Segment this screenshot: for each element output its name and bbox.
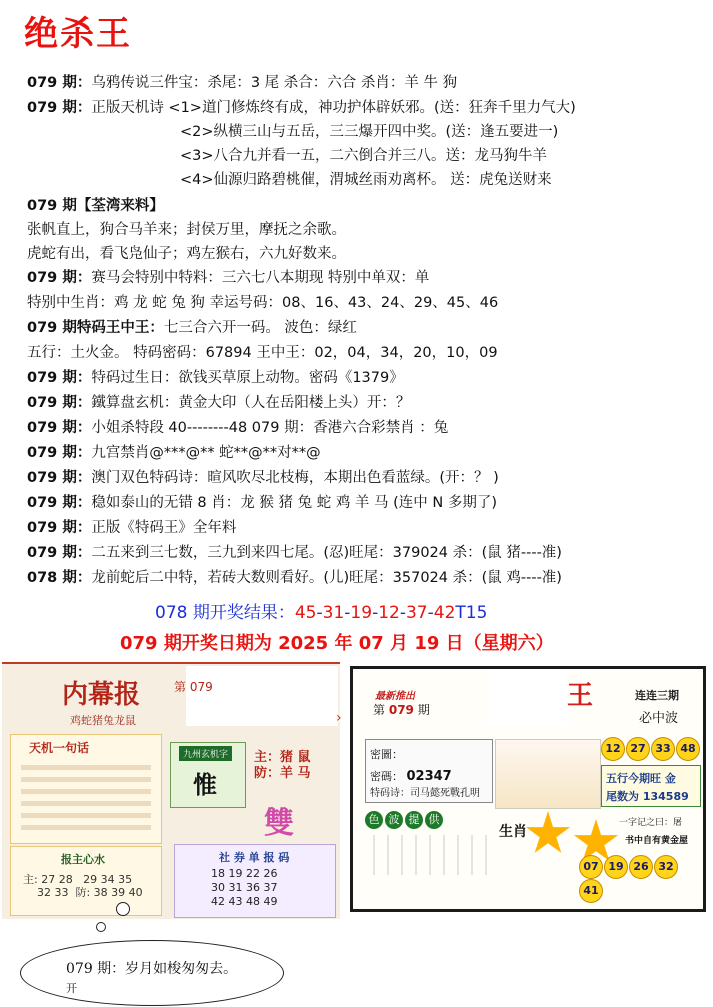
main-defense-text: 主：猪 鼠 防：羊 马 <box>254 750 311 781</box>
sebo-badge: 波 <box>385 811 403 829</box>
shuang-char: 雙 <box>264 806 294 841</box>
line-text: 澳门双色特码诗：暄风吹尽北枝梅，本期出色看蓝绿。(开：？ ) <box>91 470 499 486</box>
sebo-badges <box>365 811 445 829</box>
chevron-right-icon: › <box>336 710 342 726</box>
text-line <box>27 493 497 513</box>
tianji-title: 天机一句话 <box>29 741 90 755</box>
line-prefix: 079 期： <box>27 270 92 286</box>
line-prefix: 079 期： <box>27 100 92 116</box>
xinshui-numbers: 主: 27 28 29 34 35 32 33 防: 38 39 40 <box>23 873 143 899</box>
jiuzhou-char: 惟 <box>193 771 217 799</box>
result-number: 31 <box>322 603 345 623</box>
page-title: 绝杀王 <box>24 14 132 54</box>
tianji-box <box>10 734 162 844</box>
line-text: 九宫禁肖@***@** 蛇**@**对**@ <box>91 445 321 461</box>
line-text: 五行：土火金。 特码密码：67894 王中王：02，04，34，20，10，09 <box>27 345 498 361</box>
sebo-badge: 供 <box>425 811 443 829</box>
text-line <box>27 568 562 588</box>
xinshui-box <box>10 846 162 916</box>
baoma-box <box>174 844 336 918</box>
shengxiao-label: 生肖 <box>499 824 527 840</box>
number-ball: 33 <box>651 737 675 761</box>
number-ball: 48 <box>676 737 700 761</box>
line-text: 虎蛇有出，看飞凫仙子；鸡左猴右，六九好数来。 <box>27 246 346 262</box>
line-text: 稳如泰山的无错 8 肖：龙 猴 猪 兔 蛇 鸡 羊 马 (连中 N 多期了) <box>91 495 498 511</box>
right-paper-header-fragment: 王 <box>567 681 594 711</box>
mitu-label: 密圖： <box>370 748 403 761</box>
text-line <box>27 220 346 240</box>
right-newspaper-image <box>350 666 706 912</box>
baoma-numbers: 18 19 22 26 30 31 36 37 42 43 48 49 <box>211 867 278 908</box>
landscape-picture <box>495 739 601 809</box>
number-ball: 26 <box>629 855 653 879</box>
mima-label: 密碼： 02347 <box>370 769 452 784</box>
wuxing-text: 五行今期旺 金 <box>606 772 676 785</box>
result-number: 12 <box>378 603 400 623</box>
left-paper-issue: 第 079 <box>174 680 213 694</box>
line-text: 龙前蛇后二中特，若砖大数则看好。(儿)旺尾：357024 杀：(鼠 鸡----准) <box>91 570 562 586</box>
line-prefix: 079 期： <box>27 520 92 536</box>
star-decoration <box>525 811 571 857</box>
line-prefix: 078 期： <box>27 570 92 586</box>
result-number: 45 <box>294 603 317 623</box>
baoma-title: 社 券 单 报 码 <box>219 851 290 864</box>
left-paper-header: 内幕报 <box>62 680 141 710</box>
text-line <box>27 318 357 338</box>
line-prefix: 079 期： <box>27 495 92 511</box>
white-cover-block <box>186 666 338 726</box>
xinshui-title: 报主心水 <box>61 853 105 866</box>
sebo-badge: 提 <box>405 811 423 829</box>
text-line <box>27 196 164 216</box>
line-text: 赛马会特别中特料：三六七八本期现 特别中单双：单 <box>91 270 430 286</box>
top-balls <box>601 737 701 761</box>
line-prefix: 079 期： <box>27 395 92 411</box>
line-text: 鐵算盘玄机：黄金大印（人在岳阳楼上头）开：？ <box>91 395 411 411</box>
draw-date: 079 期开奖日期为 2025 年 07 月 19 日（星期六） <box>120 633 554 654</box>
text-line <box>27 343 498 363</box>
line-text: 特别中生肖：鸡 龙 蛇 兔 狗 幸运号码：08、16、43、24、29、45、46 <box>27 295 499 311</box>
text-line <box>27 268 429 288</box>
tema-poem: 特码诗：司马懿死戰孔明 <box>370 788 480 799</box>
white-cover-block <box>487 669 567 725</box>
password-box <box>365 739 493 803</box>
yiziji-text: 一字记之曰：屠 <box>619 818 683 828</box>
text-line <box>180 170 552 190</box>
bottom-balls <box>579 855 703 903</box>
text-line <box>27 393 410 413</box>
draw-result <box>155 598 487 623</box>
number-ball: 32 <box>654 855 678 879</box>
bubble-tail <box>96 922 106 932</box>
right-paper-issue: 第 079 期 <box>373 703 430 717</box>
line-text: 正版天机诗 <1>道门修炼终有成，神功护体辟妖邪。(送：狂奔千里力气大) <box>91 100 576 116</box>
text-line <box>27 518 236 538</box>
line-text: 特码过生日：欲钱买草原上动物。密码《1379》 <box>91 370 404 386</box>
number-ball: 07 <box>579 855 603 879</box>
text-line <box>27 73 457 93</box>
line-text: 二五来到三七数，三九到来四七尾。(忍)旺尾：379024 杀：(鼠 猪----准) <box>91 545 562 561</box>
vertical-columns <box>373 835 493 875</box>
zodiac-strip: 鸡蛇猪兔龙鼠 <box>70 714 136 727</box>
text-line <box>27 293 498 313</box>
line-prefix: 079 期： <box>27 545 92 561</box>
result-label: 078 期开奖结果： <box>155 603 295 623</box>
text-line <box>27 244 346 264</box>
bubble-tail <box>116 902 130 916</box>
line-text: 七三合六开一码。 波色：绿红 <box>163 320 357 336</box>
line-text: <4>仙源归路碧桃催，渭城丝雨劝离杯。 送：虎兔送财来 <box>180 172 552 188</box>
line-prefix: 079 期： <box>27 75 92 91</box>
line-prefix: 079 期特码王中王： <box>27 320 164 336</box>
lianzhong-label: 连连三期 <box>635 689 679 702</box>
result-number: 19 <box>350 603 373 623</box>
line-prefix: 079 期： <box>27 370 92 386</box>
bizhong-label: 必中波 <box>639 711 679 726</box>
weishu-text: 尾数为 134589 <box>606 790 689 803</box>
bubble-small-text: 开 <box>66 982 77 995</box>
text-line <box>27 443 321 463</box>
result-number: 42 <box>433 603 456 623</box>
line-text: <2>纵横三山与五岳，三三爆开四中奖。(送：逢五要进一) <box>180 124 559 140</box>
line-text: <3>八合九并看一五，二六倒合并三八。送：龙马狗牛羊 <box>180 148 548 164</box>
line-text: 小姐杀特段 40--------48 079 期：香港六合彩禁肖 ：兔 <box>91 420 449 436</box>
sebo-badge: 色 <box>365 811 383 829</box>
number-ball: 41 <box>579 879 603 903</box>
line-text: 张帆直上，狗合马羊来；封侯万里，摩抚之余歌。 <box>27 222 346 238</box>
line-prefix: 079 期： <box>27 470 92 486</box>
line-prefix: 079 期： <box>27 420 92 436</box>
number-ball: 12 <box>601 737 625 761</box>
text-line <box>180 146 547 166</box>
number-ball: 27 <box>626 737 650 761</box>
line-text: 乌鸦传说三件宝：杀尾：3 尾 杀合：六合 杀肖：羊 牛 狗 <box>91 75 458 91</box>
left-newspaper-image <box>2 662 340 919</box>
result-special: T15 <box>455 603 488 623</box>
text-line <box>27 468 499 488</box>
bubble-text: 079 期：岁月如梭匆匆去。 <box>66 961 238 977</box>
jiuzhou-caption: 九州玄机字 <box>179 746 232 761</box>
line-prefix: 079 期： <box>27 445 92 461</box>
text-line <box>27 543 562 563</box>
line-prefix: 079 期【荃湾来料】 <box>27 198 164 214</box>
jiuzhou-box <box>170 742 246 808</box>
text-line <box>27 368 404 388</box>
shuzhong-text: 书中自有黄金屋 <box>625 836 689 846</box>
line-text: 正版《特码王》全年料 <box>91 520 237 536</box>
text-line <box>27 418 448 438</box>
text-line <box>180 122 558 142</box>
result-number: 37 <box>405 603 428 623</box>
latest-label: 最新推出 <box>375 691 415 702</box>
result-numbers: 45-31-19-12-37-42T15 <box>294 603 488 623</box>
text-line <box>27 98 576 118</box>
number-ball: 19 <box>604 855 628 879</box>
wuxing-box <box>601 765 701 807</box>
